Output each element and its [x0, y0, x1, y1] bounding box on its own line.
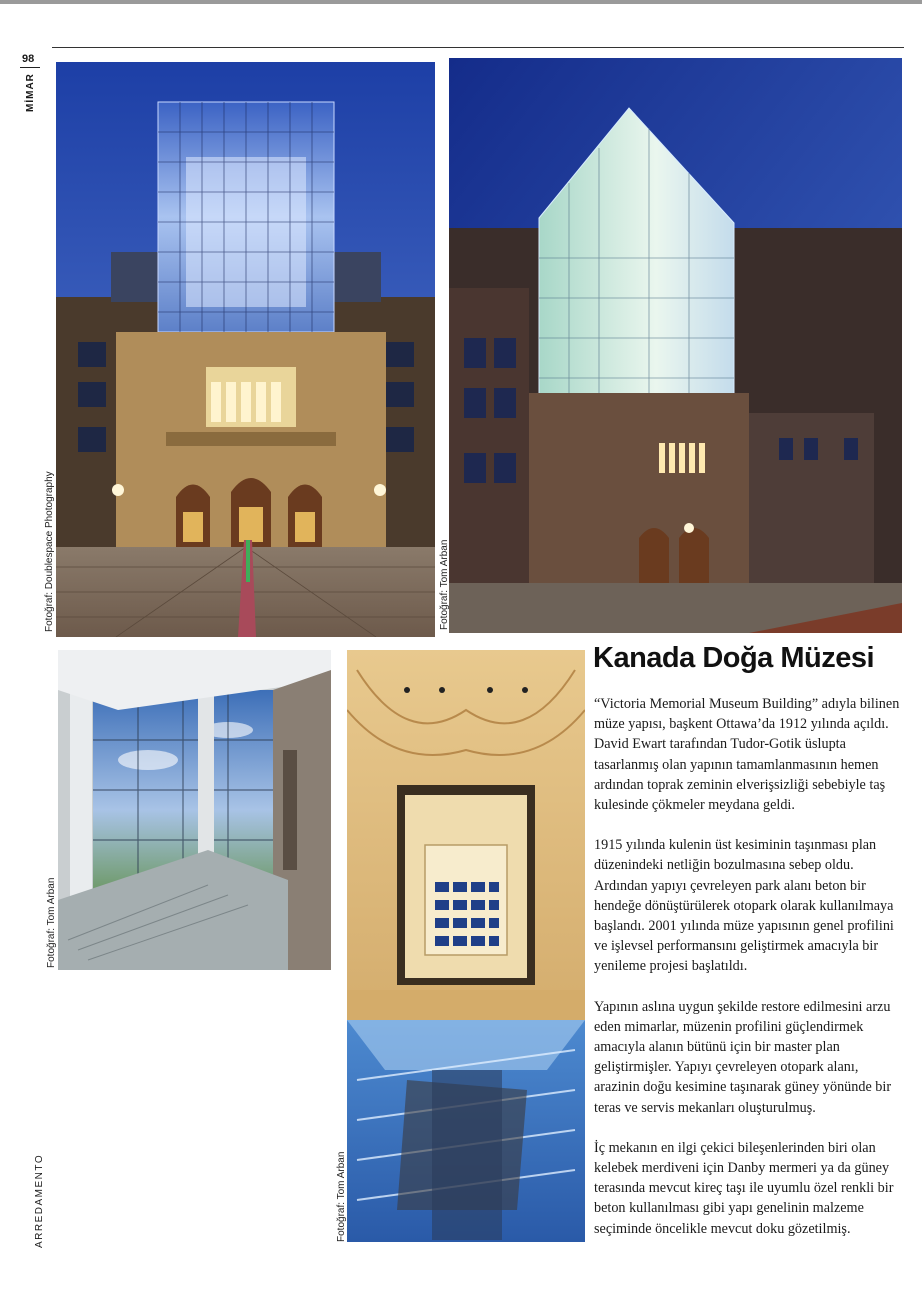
photo-credit-ceiling: Fotoğraf: Tom Arban [336, 1151, 347, 1242]
photo-museum-corner [449, 58, 902, 633]
photo-ceiling-atrium [347, 650, 585, 1242]
article-paragraph: Yapının aslına uygun şekilde restore edilmesini arzu eden mimarlar, müzenin profilini güçlendirmek amacıyla alanın bütünü için bir master plan geliştirmişler. Yapıyı çevreleyen otopark alanı, arazinin doğu kesimine taşınarak güney yönünde bir teras ve servis mekanları oluşturulmuş. [594, 998, 892, 1116]
top-border [0, 0, 922, 4]
magazine-name: ARREDAMENTO [34, 1153, 45, 1248]
photo-credit-corner: Fotoğraf: Tom Arban [439, 539, 450, 630]
article-paragraph: 1915 yılında kulenin üst kesiminin taşınması plan düzenindeki netliğin bozulmasına sebep oldu. Ardından yapıyı çevreleyen park alanı beton bir hendeğe dönüştürülerek otopark olarak kullanılmaya başlandı. 2001 yılında müze yapısının genel profilini ve işlevsel performansını geliştirmek amacıyla bir yenileme projesi başlatıldı. [594, 837, 894, 975]
photo-interior-stairs [58, 650, 331, 970]
photo-credit-interior: Fotoğraf: Tom Arban [46, 877, 57, 968]
section-label: MİMAR [25, 73, 36, 112]
article-title: Kanada Doğa Müzesi [593, 642, 875, 674]
photo-credit-front: Fotoğraf: Doublespace Photography [44, 471, 55, 632]
page-number: 98 [22, 53, 35, 65]
page-number-rule [20, 67, 40, 68]
article-paragraph: İç mekanın en ilgi çekici bileşenlerinden biri olan kelebek merdiveni için Danby mermeri ya da güney terasında mevcut kireç taşı ile uyumlu özel renkli bir beton kullanılması gibi yapı genelinin malzeme seçiminde öncelikle mevcut doku gözetilmiş. [594, 1139, 894, 1237]
photo-museum-front [56, 62, 435, 637]
header-rule [52, 47, 904, 48]
article-paragraph: “Victoria Memorial Museum Building” adıyla bilinen müze yapısı, başkent Ottawa’da 1912 yılında açıldı. David Ewart tarafından Tudor-Gotik üslupta tasarlanmış olan yapının tamamlanmasının hemen ardından toprak zeminin elverişsizliği sebebiyle taş kulesinde çökmeler meydana geldi. [594, 696, 900, 814]
article-body [594, 694, 906, 1259]
